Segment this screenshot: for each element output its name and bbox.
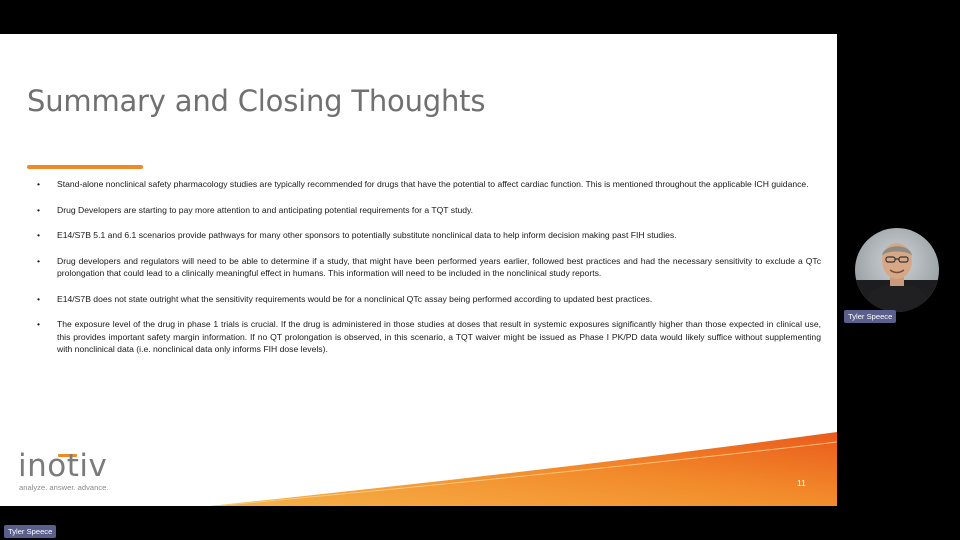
bullet-dot-icon: • bbox=[37, 255, 41, 266]
presenter-video-tile[interactable] bbox=[855, 228, 939, 312]
logo-tagline: analyze. answer. advance. bbox=[19, 483, 109, 492]
bullet-text: Drug Developers are starting to pay more attention to and anticipating potential requirements for a TQT study. bbox=[57, 204, 474, 215]
bullet-item bbox=[37, 178, 821, 190]
bullet-text: E14/S7B 5.1 and 6.1 scenarios provide pathways for many other sponsors to potentially substitute nonclinical data to help inform decision making past FIH studies. bbox=[57, 230, 677, 241]
bullet-text: E14/S7B does not state outright what the sensitivity requirements would be for a nonclinical QTc assay being performed according to updated best practices. bbox=[57, 293, 653, 304]
bullet-item bbox=[37, 229, 821, 241]
presenter-name-tag: Tyler Speece bbox=[844, 310, 896, 323]
bullet-item bbox=[37, 204, 821, 216]
bullet-text: Drug developers and regulators will need to be able to determine if a study, that might have been performed years earlier, followed best practices and had the necessary sensitivity to exclude a QTc prolongation that could lead to a clinically meaningful effect in humans. This information will need to be included in the nonclinical study reports. bbox=[57, 255, 821, 279]
logo-wordmark: inotiv bbox=[18, 448, 108, 484]
presentation-slide bbox=[0, 34, 837, 506]
title-underline bbox=[27, 165, 143, 169]
bullet-dot-icon: • bbox=[37, 230, 41, 241]
bullet-dot-icon: • bbox=[37, 179, 41, 189]
bullet-text: Stand-alone nonclinical safety pharmacology studies are typically recommended for drugs that have the potential to affect cardiac function. This is mentioned throughout the applicable ICH guidance. bbox=[57, 179, 809, 189]
presenter-avatar-icon bbox=[855, 228, 939, 312]
bullet-item bbox=[37, 318, 821, 355]
bullet-text: The exposure level of the drug in phase 1 trials is crucial. If the drug is administered in those studies at doses that result in systemic exposures significantly higher than those expected in clinical use, this provides important safety margin information. If no QT prolongation is observed, in this scenario, a TQT waiver might be issued as Phase I PK/PD data would likely suffice without supplementing with nonclinical data (i.e. nonclinical data only informs FIH dose levels). bbox=[57, 319, 821, 355]
bullet-item bbox=[37, 293, 821, 305]
self-name-tag: Tyler Speece bbox=[4, 525, 56, 538]
bullet-item bbox=[37, 255, 821, 280]
bullet-dot-icon: • bbox=[37, 293, 41, 304]
bullet-list bbox=[37, 178, 821, 369]
slide-page-number: 11 bbox=[797, 478, 806, 488]
company-logo bbox=[18, 449, 128, 494]
bullet-dot-icon: • bbox=[37, 319, 41, 330]
bullet-dot-icon: • bbox=[37, 204, 41, 215]
slide-title: Summary and Closing Thoughts bbox=[27, 84, 486, 118]
